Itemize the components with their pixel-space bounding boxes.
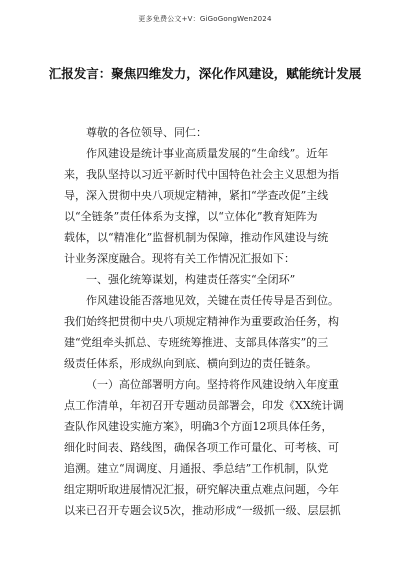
- body-line: 建“党组牵头抓总、专班统筹推进、支部具体落实”的三: [64, 336, 329, 349]
- body-line: 作风建设是统计事业高质量发展的“生命线”。近年: [86, 147, 329, 160]
- section-heading: 一、强化统筹谋划，构建责任落实“全闭环”: [86, 273, 296, 286]
- subsection-line: （一）高位部署明方向。坚持将作风建设纳入年度重: [86, 378, 339, 391]
- body-line: 作风建设能否落地见效，关键在责任传导是否到位。: [86, 294, 339, 307]
- body-line: 细化时间表、路线图，确保各项工作可量化、可考核、可: [64, 441, 339, 454]
- header-note: 更多免费公文+V：GiGoGongWen2024: [138, 15, 272, 23]
- body-line: 载体，以“精准化”监督机制为保障，推动作风建设与统: [64, 231, 329, 244]
- document-title: 汇报发言：聚焦四维发力，深化作风建设，赋能统计发展: [48, 66, 362, 81]
- body-line: 组定期听取进展情况汇报，研究解决重点难点问题，今年: [64, 483, 339, 496]
- salutation: 尊敬的各位领导、同仁：: [86, 126, 207, 139]
- body-line: 以来已召开专题会议5次，推动形成“一级抓一级、层层抓: [64, 504, 341, 517]
- body-line: 查队作风建设实施方案》，明确3个方面12项具体任务，: [64, 420, 333, 433]
- body-line: 来，我队坚持以习近平新时代中国特色社会主义思想为指: [64, 168, 339, 181]
- body-line: 我们始终把贯彻中央八项规定精神作为重要政治任务，构: [64, 315, 339, 328]
- body-line: 计业务深度融合。现将有关工作情况汇报如下：: [64, 252, 295, 265]
- document-body: [64, 122, 364, 521]
- body-line: 导，深入贯彻中央八项规定精神，紧扣“学查改促”主线: [64, 189, 329, 202]
- body-line: 以“全链条”责任体系为支撑，以“立体化”教育矩阵为: [64, 210, 318, 223]
- body-line: 级责任体系，形成纵向到底、横向到边的责任链条。: [64, 357, 317, 370]
- body-line: 追溯。建立“周调度、月通报、季总结”工作机制，队党: [64, 462, 329, 475]
- body-line: 点工作清单，年初召开专题动员部署会，印发《XX统计调: [64, 399, 344, 412]
